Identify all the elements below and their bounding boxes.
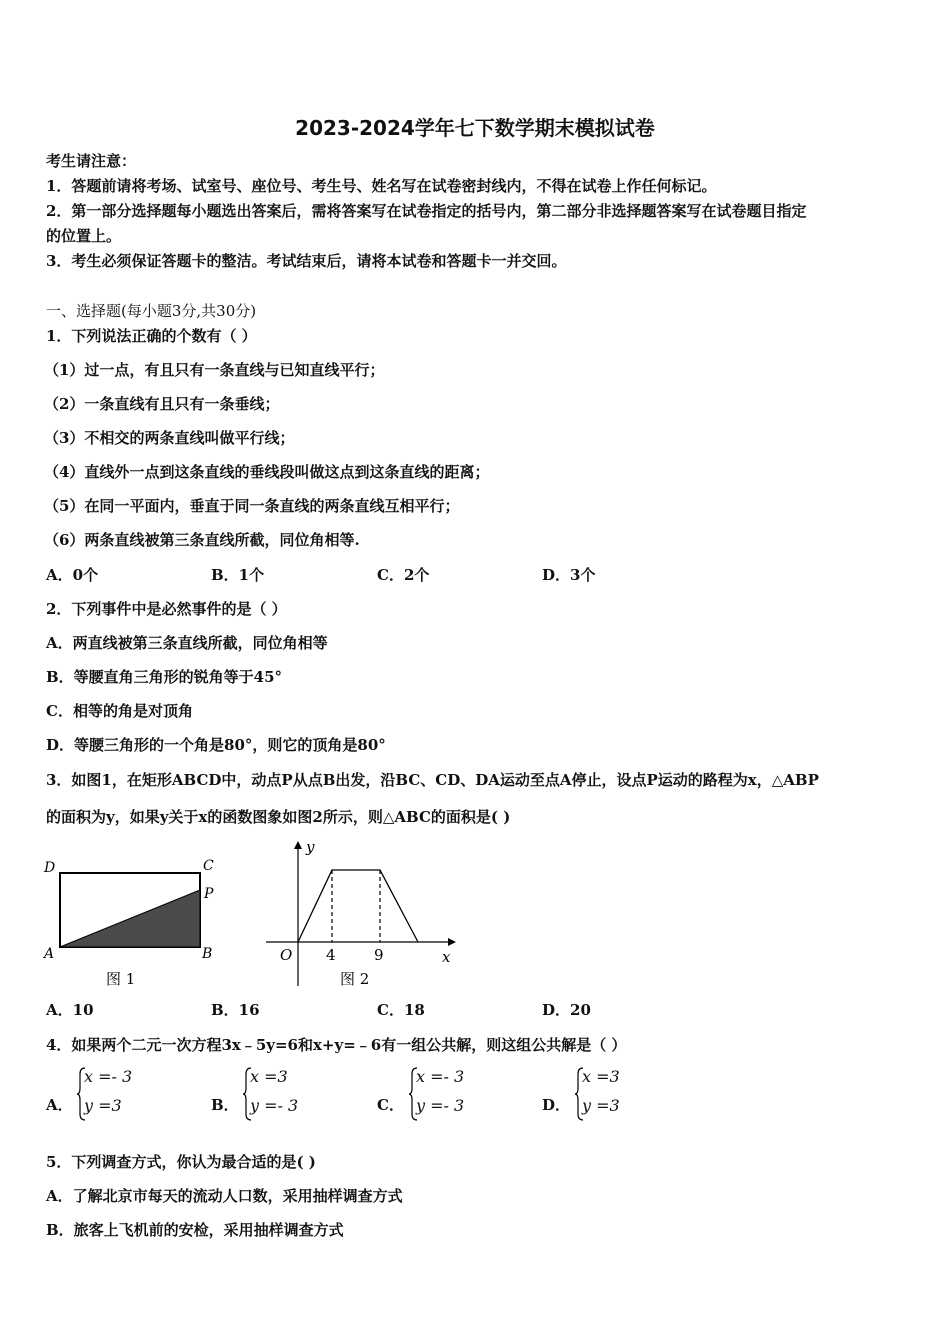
x-axis-arrow [448, 938, 456, 946]
q2-option-a: A．两直线被第三条直线所截，同位角相等 [46, 634, 328, 652]
tick-4: 4 [326, 946, 336, 964]
q4-c-eq1: x =- 3 [416, 1067, 465, 1086]
tick-9: 9 [374, 946, 384, 964]
shaded-triangle-abp [60, 890, 200, 947]
q1-stem: 1．下列说法正确的个数有（ ） [46, 327, 257, 345]
q1-statement-4: （4）直线外一点到这条直线的垂线段叫做这点到这条直线的距离； [44, 463, 490, 481]
q1-statement-6: （6）两条直线被第三条直线所截，同位角相等. [44, 531, 360, 549]
q3-figure-1 [40, 852, 230, 992]
q1-option-c: C．2个 [377, 566, 430, 584]
q2-stem: 2．下列事件中是必然事件的是（ ） [46, 600, 287, 618]
q1-statement-1: （1）过一点，有且只有一条直线与已知直线平行； [44, 361, 385, 379]
notice-item-1: 1．答题前请将考场、试室号、座位号、考生号、姓名写在试卷密封线内，不得在试卷上作任何标记。 [46, 177, 717, 195]
q4-option-a-system [76, 1066, 166, 1122]
q1-option-a: A．0个 [46, 566, 99, 584]
q3-option-c: C．18 [377, 1001, 425, 1019]
q2-option-b: B．等腰直角三角形的锐角等于45° [46, 668, 283, 686]
function-graph [298, 870, 418, 942]
q3-stem-line1: 3．如图1，在矩形ABCD中，动点P从点B出发，沿BC、CD、DA运动至点A停止，设点P运动的路程为x，△ABP [46, 771, 819, 789]
q1-statement-2: （2）一条直线有且只有一条垂线； [44, 395, 280, 413]
q4-option-d-system [574, 1066, 664, 1122]
label-d: D [44, 860, 56, 876]
label-p: P [204, 886, 214, 902]
label-b: B [202, 946, 213, 962]
q4-a-eq1: x =- 3 [84, 1067, 133, 1086]
label-y: y [306, 838, 315, 856]
q4-b-eq2: y =- 3 [250, 1096, 299, 1115]
q4-c-eq2: y =- 3 [416, 1096, 465, 1115]
q3-option-a: A．10 [46, 1001, 94, 1019]
q4-option-d-label: D． [542, 1096, 571, 1114]
q4-option-c-label: C． [377, 1096, 404, 1114]
q4-option-c-system [408, 1066, 498, 1122]
q5-stem: 5．下列调查方式，你认为最合适的是( ) [46, 1153, 316, 1171]
q5-option-a: A．了解北京市每天的流动人口数，采用抽样调查方式 [46, 1187, 403, 1205]
label-origin: O [280, 946, 293, 964]
q1-statement-3: （3）不相交的两条直线叫做平行线； [44, 429, 295, 447]
q4-d-eq2: y =3 [582, 1096, 620, 1115]
q1-option-d: D．3个 [542, 566, 596, 584]
label-a: A [44, 946, 55, 962]
y-axis-arrow [294, 841, 302, 849]
page-title: 2023-2024学年七下数学期末模拟试卷 [295, 116, 655, 140]
q3-figure-2 [262, 838, 462, 992]
q4-option-b-label: B． [211, 1096, 239, 1114]
q4-option-a-label: A． [46, 1096, 73, 1114]
q4-a-eq2: y =3 [84, 1096, 122, 1115]
figure-1-caption: 图 1 [106, 970, 136, 988]
q1-option-b: B．1个 [211, 566, 265, 584]
label-c: C [203, 858, 214, 874]
q3-option-b: B．16 [211, 1001, 260, 1019]
notice-item-3: 3．考生必须保证答题卡的整洁。考试结束后，请将本试卷和答题卡一并交回。 [46, 252, 567, 270]
q5-option-b: B．旅客上飞机前的安检，采用抽样调查方式 [46, 1221, 344, 1239]
q3-stem-line2: 的面积为y，如果y关于x的函数图象如图2所示，则△ABC的面积是( ) [46, 808, 511, 826]
label-x: x [442, 948, 451, 966]
q4-option-b-system [242, 1066, 332, 1122]
notice-item-2-cont: 的位置上。 [46, 227, 122, 245]
q4-stem: 4．如果两个二元一次方程3x﹣5y=6和x+y=﹣6有一组公共解，则这组公共解是（ ） [46, 1036, 627, 1054]
q1-statement-5: （5）在同一平面内，垂直于同一条直线的两条直线互相平行； [44, 497, 460, 515]
q3-option-d: D．20 [542, 1001, 591, 1019]
q4-d-eq1: x =3 [582, 1067, 620, 1086]
section-heading: 一、选择题(每小题3分,共30分) [46, 302, 257, 320]
q2-option-c: C．相等的角是对顶角 [46, 702, 193, 720]
q2-option-d: D．等腰三角形的一个角是80°，则它的顶角是80° [46, 736, 386, 754]
notice-heading: 考生请注意： [46, 152, 137, 170]
q4-b-eq1: x =3 [250, 1067, 288, 1086]
notice-item-2: 2．第一部分选择题每小题选出答案后，需将答案写在试卷指定的括号内，第二部分非选择题答案写在试卷题目指定 [46, 202, 807, 220]
figure-2-caption: 图 2 [340, 970, 370, 988]
